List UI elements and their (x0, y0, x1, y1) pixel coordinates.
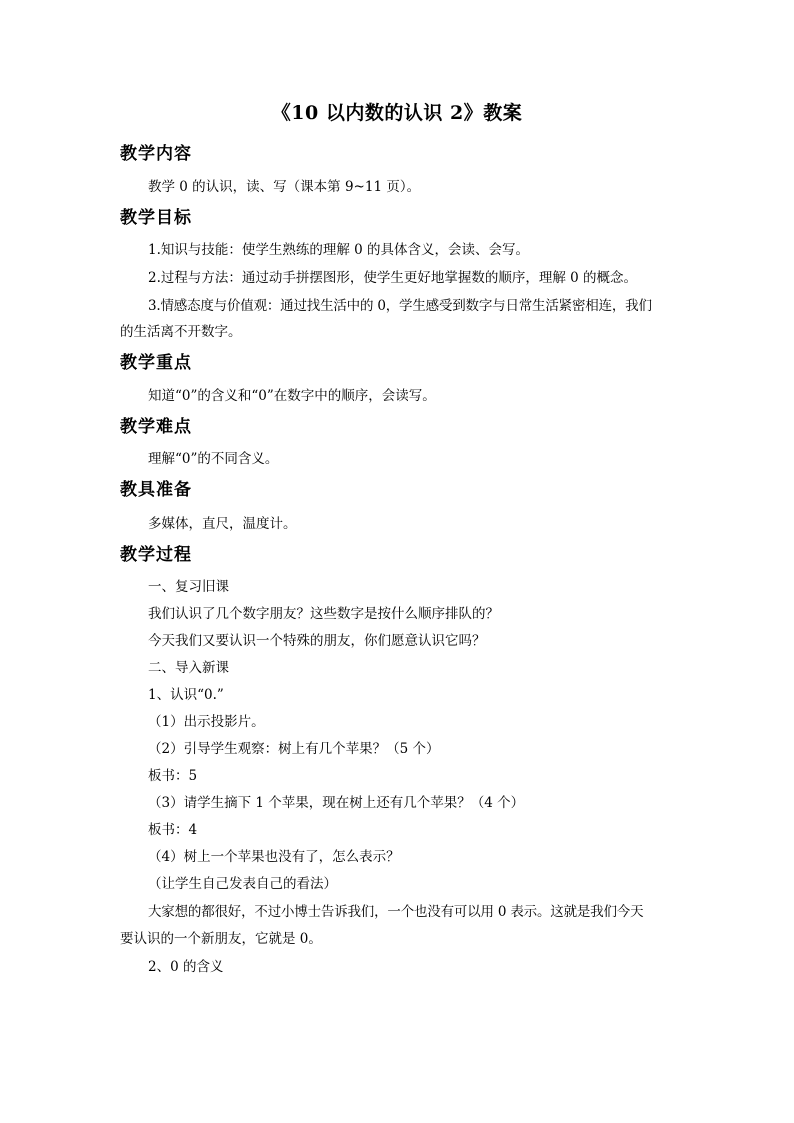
process-line-11: （4）树上一个苹果也没有了，怎么表示？ (148, 849, 400, 865)
goals-line-2: 2.过程与方法：通过动手拼摆图形，使学生更好地掌握数的顺序，理解 0 的概念。 (148, 270, 638, 286)
heading-key-points: 教学重点 (120, 353, 192, 373)
process-line-5: 1、认识“0.” (148, 687, 224, 703)
process-line-4: 二、导入新课 (148, 660, 229, 676)
process-line-3: 今天我们又要认识一个特殊的朋友，你们愿意认识它吗？ (148, 633, 486, 649)
process-line-13: 大家想的都很好，不过小博士告诉我们，一个也没有可以用 0 表示。这就是我们今天 (148, 904, 644, 920)
goals-line-4: 的生活离不开数字。 (120, 324, 242, 340)
process-line-14: 要认识的一个新朋友，它就是 0。 (120, 931, 322, 947)
process-line-2: 我们认识了几个数字朋友？这些数字是按什么顺序排队的？ (148, 606, 499, 622)
process-line-1: 一、复习旧课 (148, 579, 229, 595)
process-line-10: 板书：4 (148, 822, 198, 838)
materials-line-1: 多媒体，直尺，温度计。 (148, 516, 297, 532)
key-points-line-1: 知道“0”的含义和“0”在数字中的顺序，会读写。 (148, 388, 436, 404)
process-line-12: （让学生自己发表自己的看法） (148, 876, 337, 892)
document-title: 《10 以内数的认识 2》教案 (271, 102, 523, 124)
heading-goals: 教学目标 (120, 208, 192, 228)
process-line-15: 2、0 的含义 (148, 959, 224, 975)
difficulties-line-1: 理解“0”的不同含义。 (148, 451, 279, 467)
process-line-8: 板书：5 (148, 768, 198, 784)
process-line-6: （1）出示投影片。 (148, 714, 265, 730)
heading-process: 教学过程 (120, 545, 192, 565)
heading-content: 教学内容 (120, 144, 192, 164)
process-line-9: （3）请学生摘下 1 个苹果，现在树上还有几个苹果？（4 个） (148, 795, 525, 811)
goals-line-1: 1.知识与技能：使学生熟练的理解 0 的具体含义，会读、会写。 (148, 242, 530, 258)
content-line-1: 教学 0 的认识，读、写（课本第 9~11 页）。 (148, 179, 421, 195)
heading-materials: 教具准备 (120, 480, 192, 500)
process-line-7: （2）引导学生观察：树上有几个苹果？（5 个） (148, 741, 440, 757)
goals-line-3: 3.情感态度与价值观：通过找生活中的 0，学生感受到数字与日常生活紧密相连，我们 (148, 298, 652, 314)
heading-difficulties: 教学难点 (120, 417, 192, 437)
